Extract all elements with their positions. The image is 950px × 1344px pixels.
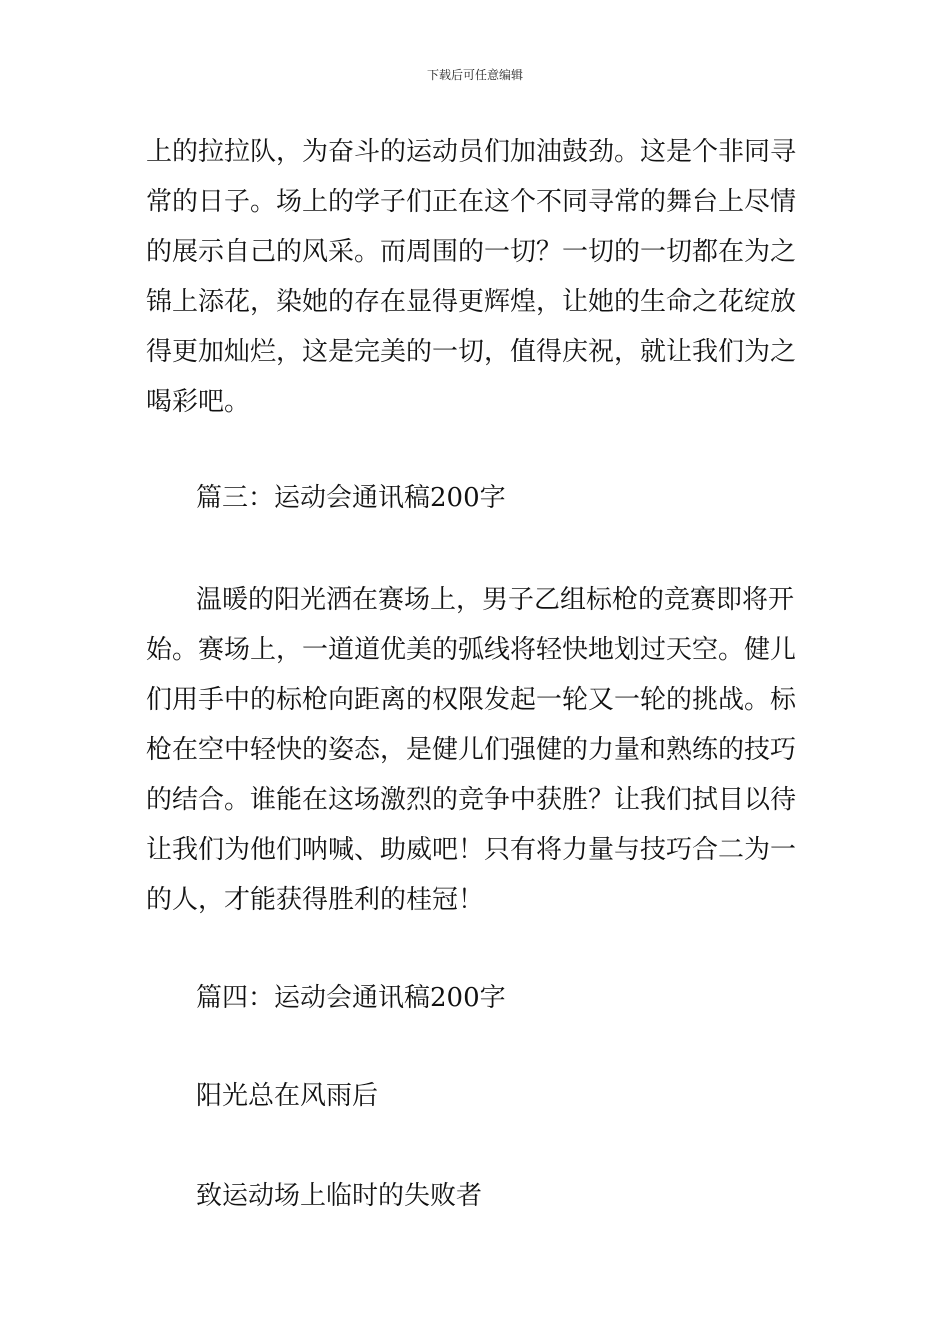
paragraph-line: 致运动场上临时的失败者	[196, 1181, 483, 1211]
paragraph-line: 上的拉拉队，为奋斗的运动员们加油鼓劲。这是个非同寻	[146, 137, 797, 167]
paragraph-line: 喝彩吧。	[146, 387, 251, 417]
paragraph-line: 让我们为他们呐喊、助威吧！只有将力量与技巧合二为一	[146, 835, 797, 865]
section-heading: 篇四：运动会通讯稿200字	[196, 983, 506, 1013]
section-heading: 篇三：运动会通讯稿200字	[196, 483, 506, 513]
paragraph-line: 阳光总在风雨后	[196, 1081, 379, 1111]
paragraph-line: 始。赛场上，一道道优美的弧线将轻快地划过天空。健儿	[146, 635, 797, 665]
paragraph-line: 常的日子。场上的学子们正在这个不同寻常的舞台上尽情	[146, 187, 797, 217]
paragraph-line: 的展示自己的风采。而周围的一切？一切的一切都在为之	[146, 237, 797, 267]
paragraph-line: 的人，才能获得胜利的桂冠！	[146, 885, 485, 915]
paragraph-line: 枪在空中轻快的姿态，是健儿们强健的力量和熟练的技巧	[146, 735, 797, 765]
paragraph-line: 的结合。谁能在这场激烈的竞争中获胜？让我们拭目以待	[146, 785, 797, 815]
header-note: 下载后可任意编辑	[426, 68, 523, 82]
paragraph-line: 锦上添花，染她的存在显得更辉煌，让她的生命之花绽放	[146, 287, 797, 317]
paragraph-line: 们用手中的标枪向距离的权限发起一轮又一轮的挑战。标	[146, 685, 797, 715]
paragraph-line: 得更加灿烂，这是完美的一切，值得庆祝，就让我们为之	[146, 337, 797, 367]
paragraph-line: 温暖的阳光洒在赛场上，男子乙组标枪的竞赛即将开	[196, 585, 795, 615]
